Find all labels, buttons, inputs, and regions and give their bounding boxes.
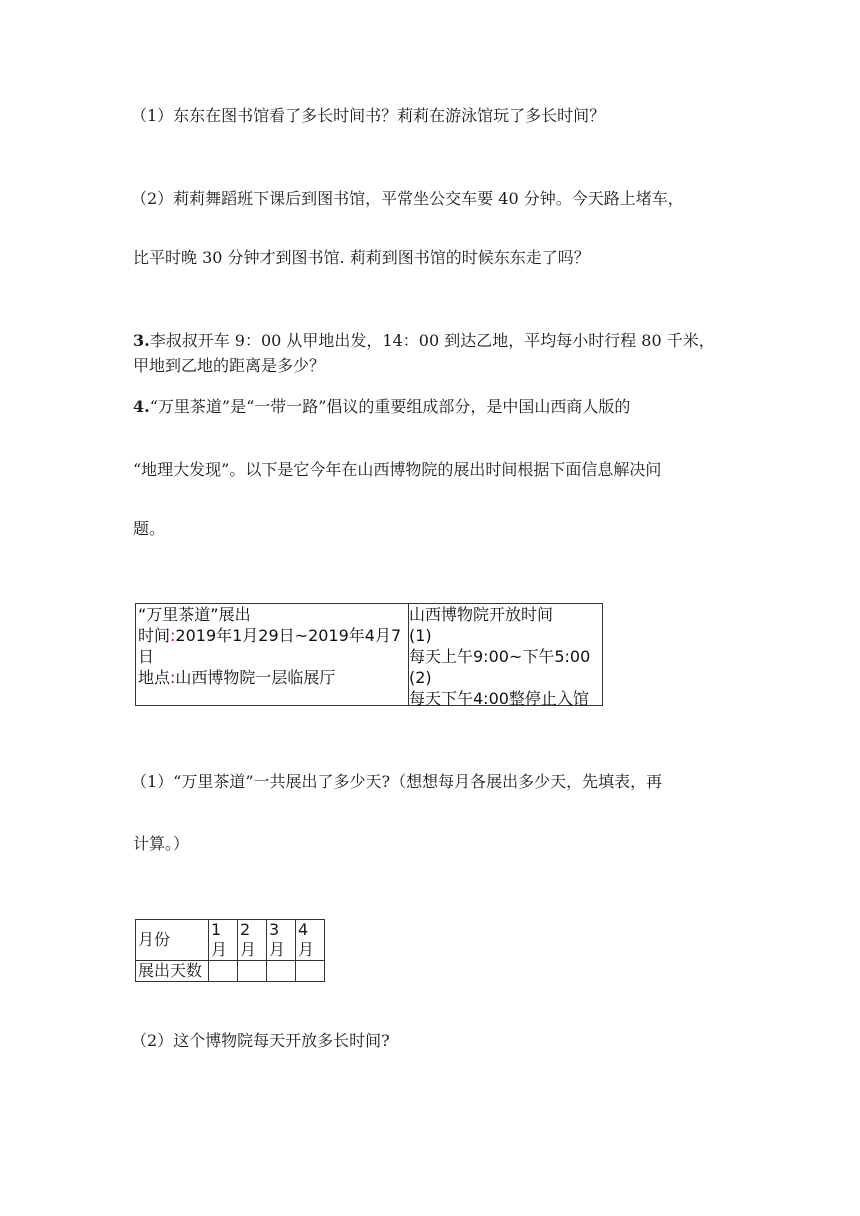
month-cell: 3月: [267, 920, 296, 961]
hours-item1-text: 每天上午9:00~下午5:00: [409, 647, 591, 666]
q4-number: 4.: [133, 397, 150, 416]
q4-part1-line2: 计算。）: [133, 834, 190, 853]
q4-part2: （2）这个博物院每天开放多长时间?: [131, 1031, 390, 1050]
table-row: [136, 920, 325, 961]
q2-part2-line2: 比平时晚 30 分钟才到图书馆. 莉莉到图书馆的时候东东走了吗？: [133, 248, 590, 267]
q4-text-line1: “万里茶道”是“一带一路”倡议的重要组成部分，是中国山西商人版的: [149, 397, 631, 416]
days-cell[interactable]: [296, 961, 325, 982]
month-cell: 2月: [238, 920, 267, 961]
days-cell[interactable]: [267, 961, 296, 982]
exhibition-title: “万里茶道”展出: [138, 605, 251, 624]
month-cell: 4月: [296, 920, 325, 961]
museum-hours-title: 山西博物院开放时间: [409, 605, 554, 624]
q2-part2-line1: （2）莉莉舞蹈班下课后到图书馆，平常坐公交车要 40 分钟。今天路上堵车，: [131, 189, 684, 208]
exhibition-info-box: [135, 603, 603, 706]
month-header: 月份: [136, 920, 209, 961]
table-row: [136, 961, 325, 982]
hours-item2-text: 每天下午4:00整停止入馆: [409, 689, 589, 708]
days-cell[interactable]: [238, 961, 267, 982]
q3-number: 3.: [133, 331, 150, 350]
q3-text-line1: 李叔叔开车 9：00 从甲地出发，14：00 到达乙地，平均每小时行程 80 千米，: [149, 331, 715, 350]
month-days-table: [135, 919, 325, 982]
exhibition-time: 时间:2019年1月29日~2019年4月7日: [138, 626, 402, 666]
exhibition-details: [136, 604, 409, 705]
month-cell: 1月: [209, 920, 238, 961]
q3-line2: 甲地到乙地的距离是多少？: [133, 356, 326, 375]
days-header: 展出天数: [136, 961, 209, 982]
q4-part1-line1: （1）“万里茶道”一共展出了多少天?（想想每月各展出多少天，先填表，再: [131, 772, 663, 791]
q4-line2: “地理大发现”。以下是它今年在山西博物院的展出时间根据下面信息解决问: [133, 460, 662, 479]
q4-line1: [133, 397, 630, 417]
museum-hours: [407, 604, 602, 708]
hours-item1-label: (1): [409, 626, 432, 645]
exhibition-place: 地点:山西博物院一层临展厅: [138, 668, 336, 687]
days-cell[interactable]: [209, 961, 238, 982]
q4-line3: 题。: [133, 519, 166, 538]
q3-line1: [133, 331, 715, 351]
hours-item2-label: (2): [409, 668, 432, 687]
q2-part1: （1）东东在图书馆看了多长时间书？莉莉在游泳馆玩了多长时间？: [131, 106, 606, 125]
